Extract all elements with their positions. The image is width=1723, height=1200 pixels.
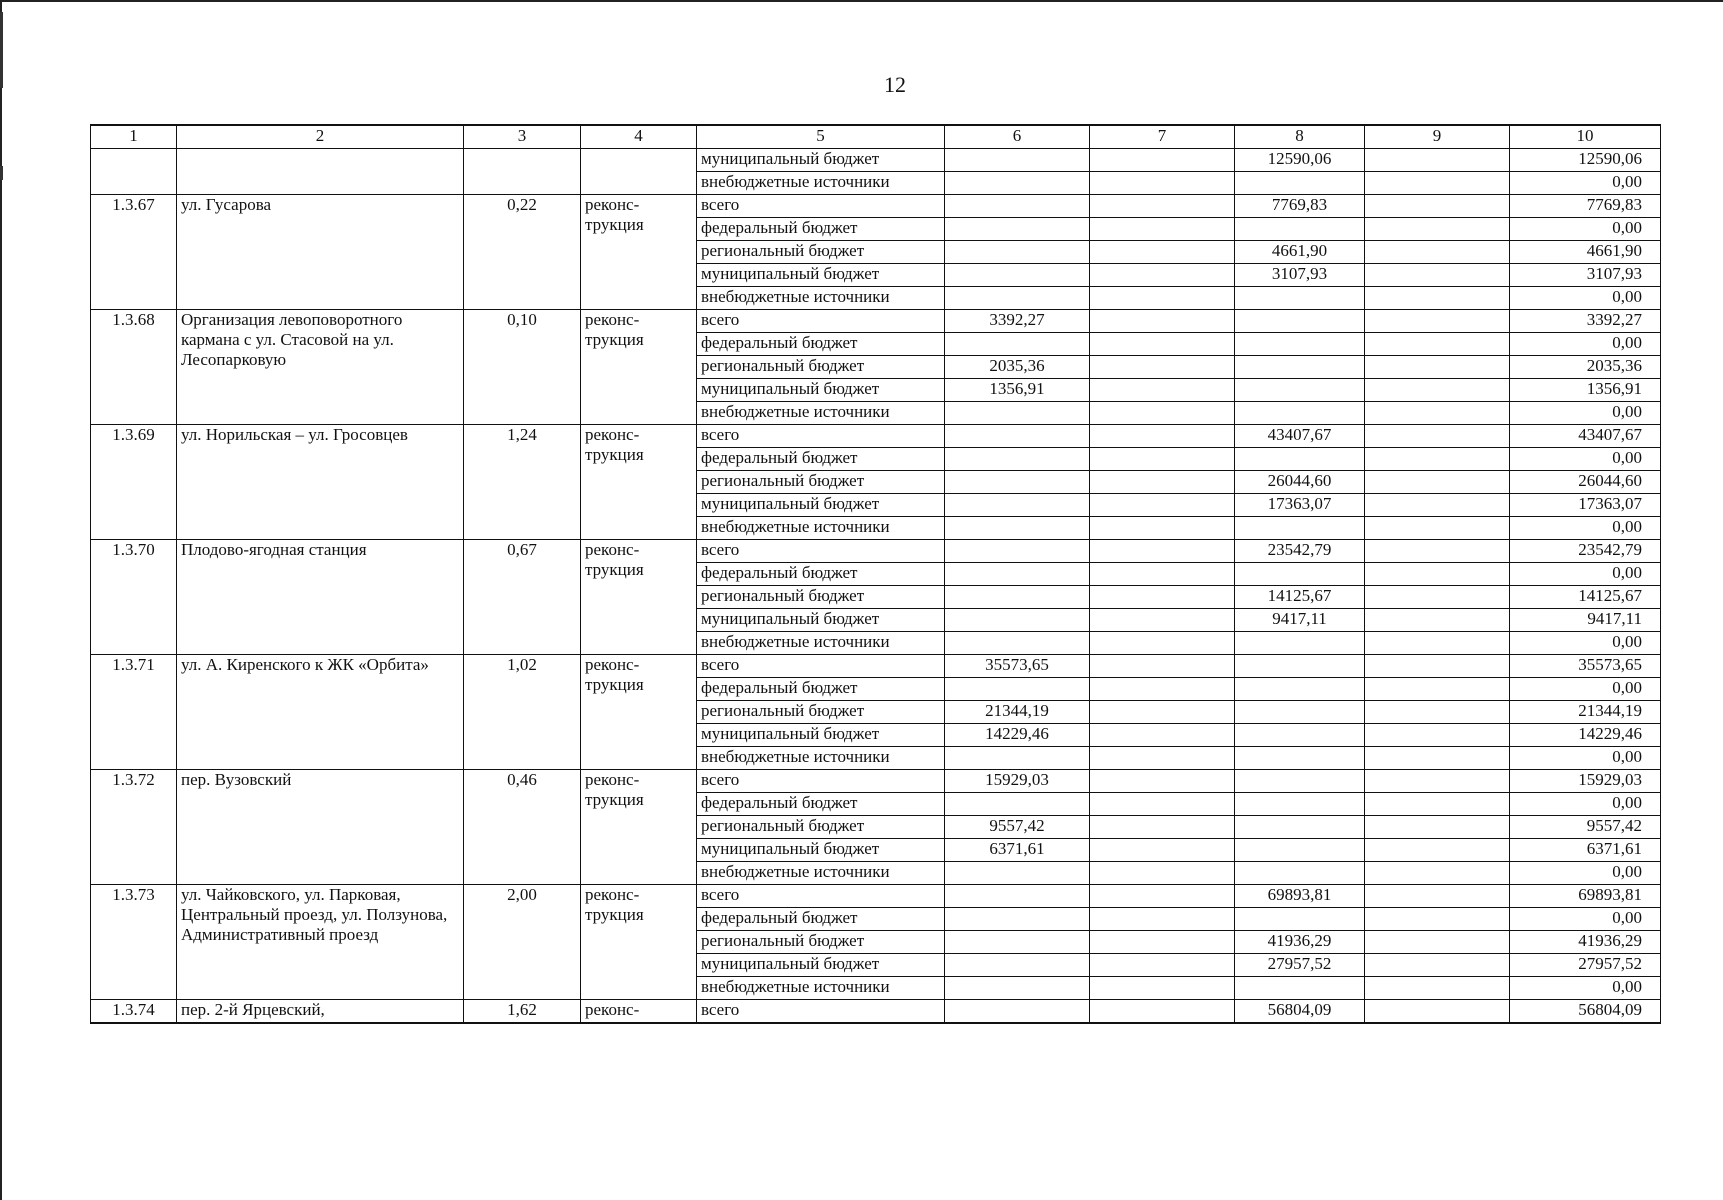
amount-col-7 bbox=[1090, 632, 1235, 655]
amount-total: 0,00 bbox=[1510, 977, 1661, 1000]
amount-col-9 bbox=[1365, 632, 1510, 655]
amount-col-9 bbox=[1365, 379, 1510, 402]
object-number: 1.3.73 bbox=[91, 885, 177, 1000]
amount-col-7 bbox=[1090, 517, 1235, 540]
amount-col-9 bbox=[1365, 264, 1510, 287]
amount-total: 3107,93 bbox=[1510, 264, 1661, 287]
budget-table bbox=[90, 124, 1661, 1024]
column-header: 2 bbox=[177, 125, 464, 149]
object-name: ул. Гусарова bbox=[177, 195, 464, 310]
amount-col-8: 12590,06 bbox=[1235, 149, 1365, 172]
amount-col-9 bbox=[1365, 678, 1510, 701]
amount-total: 0,00 bbox=[1510, 448, 1661, 471]
amount-col-7 bbox=[1090, 931, 1235, 954]
funding-source: федеральный бюджет bbox=[697, 793, 945, 816]
amount-col-7 bbox=[1090, 356, 1235, 379]
amount-total: 0,00 bbox=[1510, 563, 1661, 586]
amount-col-8: 4661,90 bbox=[1235, 241, 1365, 264]
amount-col-6: 3392,27 bbox=[945, 310, 1090, 333]
amount-col-7 bbox=[1090, 563, 1235, 586]
amount-col-6 bbox=[945, 1000, 1090, 1024]
object-name: пер. 2-й Ярцевский, bbox=[177, 1000, 464, 1024]
funding-source: муниципальный бюджет bbox=[697, 264, 945, 287]
amount-col-7 bbox=[1090, 954, 1235, 977]
amount-col-9 bbox=[1365, 1000, 1510, 1024]
amount-col-8 bbox=[1235, 793, 1365, 816]
work-type: реконс-трукция bbox=[581, 425, 697, 540]
amount-col-9 bbox=[1365, 241, 1510, 264]
column-header: 1 bbox=[91, 125, 177, 149]
funding-source: муниципальный бюджет bbox=[697, 954, 945, 977]
amount-col-8 bbox=[1235, 862, 1365, 885]
amount-col-6 bbox=[945, 287, 1090, 310]
funding-source: федеральный бюджет bbox=[697, 678, 945, 701]
amount-col-9 bbox=[1365, 954, 1510, 977]
amount-col-9 bbox=[1365, 655, 1510, 678]
amount-total: 27957,52 bbox=[1510, 954, 1661, 977]
amount-col-8 bbox=[1235, 172, 1365, 195]
amount-col-9 bbox=[1365, 862, 1510, 885]
object-name: ул. Чайковского, ул. Парковая, Центральный проезд, ул. Ползунова, Административный проезд bbox=[177, 885, 464, 1000]
amount-col-7 bbox=[1090, 770, 1235, 793]
amount-col-8: 56804,09 bbox=[1235, 1000, 1365, 1024]
amount-col-9 bbox=[1365, 218, 1510, 241]
amount-col-7 bbox=[1090, 862, 1235, 885]
amount-col-6 bbox=[945, 747, 1090, 770]
amount-col-7 bbox=[1090, 724, 1235, 747]
object-length: 1,02 bbox=[464, 655, 581, 770]
amount-col-6: 14229,46 bbox=[945, 724, 1090, 747]
amount-col-8 bbox=[1235, 287, 1365, 310]
funding-source: внебюджетные источники bbox=[697, 402, 945, 425]
amount-col-8 bbox=[1235, 517, 1365, 540]
funding-source: муниципальный бюджет bbox=[697, 149, 945, 172]
amount-col-7 bbox=[1090, 540, 1235, 563]
amount-col-8: 7769,83 bbox=[1235, 195, 1365, 218]
object-name: ул. А. Киренского к ЖК «Орбита» bbox=[177, 655, 464, 770]
amount-col-9 bbox=[1365, 287, 1510, 310]
funding-source: внебюджетные источники bbox=[697, 632, 945, 655]
funding-source: федеральный бюджет bbox=[697, 218, 945, 241]
funding-source: всего bbox=[697, 310, 945, 333]
amount-total: 12590,06 bbox=[1510, 149, 1661, 172]
amount-total: 15929,03 bbox=[1510, 770, 1661, 793]
amount-total: 17363,07 bbox=[1510, 494, 1661, 517]
amount-total: 0,00 bbox=[1510, 678, 1661, 701]
object-length: 1,24 bbox=[464, 425, 581, 540]
amount-col-7 bbox=[1090, 425, 1235, 448]
table-row bbox=[91, 770, 1661, 793]
funding-source: региональный бюджет bbox=[697, 931, 945, 954]
amount-col-7 bbox=[1090, 218, 1235, 241]
column-header: 9 bbox=[1365, 125, 1510, 149]
amount-col-8: 23542,79 bbox=[1235, 540, 1365, 563]
amount-col-7 bbox=[1090, 448, 1235, 471]
amount-col-6 bbox=[945, 793, 1090, 816]
amount-col-6 bbox=[945, 172, 1090, 195]
amount-col-9 bbox=[1365, 425, 1510, 448]
amount-col-6 bbox=[945, 632, 1090, 655]
amount-col-7 bbox=[1090, 287, 1235, 310]
object-length: 0,10 bbox=[464, 310, 581, 425]
amount-col-6 bbox=[945, 195, 1090, 218]
amount-col-6: 21344,19 bbox=[945, 701, 1090, 724]
amount-total: 4661,90 bbox=[1510, 241, 1661, 264]
amount-total: 21344,19 bbox=[1510, 701, 1661, 724]
amount-col-8 bbox=[1235, 218, 1365, 241]
amount-col-8 bbox=[1235, 448, 1365, 471]
amount-col-7 bbox=[1090, 471, 1235, 494]
amount-col-8 bbox=[1235, 402, 1365, 425]
amount-col-9 bbox=[1365, 517, 1510, 540]
amount-col-8: 41936,29 bbox=[1235, 931, 1365, 954]
amount-col-9 bbox=[1365, 195, 1510, 218]
amount-col-9 bbox=[1365, 310, 1510, 333]
amount-col-7 bbox=[1090, 195, 1235, 218]
amount-col-9 bbox=[1365, 931, 1510, 954]
funding-source: федеральный бюджет bbox=[697, 563, 945, 586]
amount-col-7 bbox=[1090, 310, 1235, 333]
amount-col-7 bbox=[1090, 885, 1235, 908]
scan-mark-bottom bbox=[0, 166, 3, 180]
amount-total: 0,00 bbox=[1510, 287, 1661, 310]
amount-col-7 bbox=[1090, 908, 1235, 931]
object-number: 1.3.74 bbox=[91, 1000, 177, 1024]
funding-source: всего bbox=[697, 770, 945, 793]
amount-col-9 bbox=[1365, 471, 1510, 494]
amount-total: 0,00 bbox=[1510, 333, 1661, 356]
funding-source: муниципальный бюджет bbox=[697, 379, 945, 402]
amount-col-8: 14125,67 bbox=[1235, 586, 1365, 609]
amount-col-8 bbox=[1235, 310, 1365, 333]
funding-source: всего bbox=[697, 540, 945, 563]
object-number: 1.3.67 bbox=[91, 195, 177, 310]
amount-col-7 bbox=[1090, 494, 1235, 517]
amount-col-9 bbox=[1365, 977, 1510, 1000]
amount-col-9 bbox=[1365, 563, 1510, 586]
object-length: 0,22 bbox=[464, 195, 581, 310]
column-header: 7 bbox=[1090, 125, 1235, 149]
column-header: 4 bbox=[581, 125, 697, 149]
amount-col-9 bbox=[1365, 494, 1510, 517]
amount-col-7 bbox=[1090, 747, 1235, 770]
object-number: 1.3.70 bbox=[91, 540, 177, 655]
amount-col-7 bbox=[1090, 379, 1235, 402]
funding-source: всего bbox=[697, 655, 945, 678]
amount-col-7 bbox=[1090, 609, 1235, 632]
amount-total: 35573,65 bbox=[1510, 655, 1661, 678]
amount-col-6 bbox=[945, 149, 1090, 172]
amount-total: 69893,81 bbox=[1510, 885, 1661, 908]
work-type: реконс-трукция bbox=[581, 540, 697, 655]
amount-col-6 bbox=[945, 563, 1090, 586]
amount-col-6 bbox=[945, 218, 1090, 241]
amount-col-8: 26044,60 bbox=[1235, 471, 1365, 494]
work-type: реконс-трукция bbox=[581, 195, 697, 310]
amount-col-6 bbox=[945, 862, 1090, 885]
object-name: ул. Норильская – ул. Гросовцев bbox=[177, 425, 464, 540]
amount-col-6 bbox=[945, 977, 1090, 1000]
amount-total: 2035,36 bbox=[1510, 356, 1661, 379]
amount-total: 3392,27 bbox=[1510, 310, 1661, 333]
amount-col-8 bbox=[1235, 816, 1365, 839]
amount-col-6 bbox=[945, 609, 1090, 632]
object-name: Организация левоповоротного кармана с ул. Стасовой на ул. Лесопарковую bbox=[177, 310, 464, 425]
amount-col-6 bbox=[945, 908, 1090, 931]
amount-col-7 bbox=[1090, 655, 1235, 678]
amount-total: 56804,09 bbox=[1510, 1000, 1661, 1024]
amount-col-6 bbox=[945, 333, 1090, 356]
amount-total: 14125,67 bbox=[1510, 586, 1661, 609]
object-length: 2,00 bbox=[464, 885, 581, 1000]
object-number: 1.3.69 bbox=[91, 425, 177, 540]
funding-source: региональный бюджет bbox=[697, 356, 945, 379]
funding-source: внебюджетные источники bbox=[697, 862, 945, 885]
amount-total: 9557,42 bbox=[1510, 816, 1661, 839]
amount-total: 9417,11 bbox=[1510, 609, 1661, 632]
amount-total: 0,00 bbox=[1510, 172, 1661, 195]
amount-col-7 bbox=[1090, 241, 1235, 264]
funding-source: всего bbox=[697, 885, 945, 908]
amount-col-6: 35573,65 bbox=[945, 655, 1090, 678]
funding-source: внебюджетные источники bbox=[697, 172, 945, 195]
table-header bbox=[91, 125, 1661, 149]
funding-source: федеральный бюджет bbox=[697, 908, 945, 931]
amount-col-6 bbox=[945, 954, 1090, 977]
amount-total: 0,00 bbox=[1510, 747, 1661, 770]
amount-col-6 bbox=[945, 678, 1090, 701]
amount-col-8: 27957,52 bbox=[1235, 954, 1365, 977]
amount-col-6 bbox=[945, 885, 1090, 908]
amount-col-8: 69893,81 bbox=[1235, 885, 1365, 908]
work-type: реконс- bbox=[581, 1000, 697, 1024]
amount-total: 0,00 bbox=[1510, 793, 1661, 816]
amount-col-9 bbox=[1365, 172, 1510, 195]
amount-col-7 bbox=[1090, 333, 1235, 356]
object-number: 1.3.68 bbox=[91, 310, 177, 425]
amount-col-8 bbox=[1235, 747, 1365, 770]
amount-col-8 bbox=[1235, 563, 1365, 586]
amount-col-8 bbox=[1235, 701, 1365, 724]
funding-source: федеральный бюджет bbox=[697, 448, 945, 471]
amount-total: 14229,46 bbox=[1510, 724, 1661, 747]
table-row bbox=[91, 195, 1661, 218]
funding-source: региональный бюджет bbox=[697, 586, 945, 609]
object-name bbox=[177, 149, 464, 195]
table-row bbox=[91, 885, 1661, 908]
object-length: 0,67 bbox=[464, 540, 581, 655]
funding-source: внебюджетные источники bbox=[697, 977, 945, 1000]
amount-col-7 bbox=[1090, 793, 1235, 816]
amount-total: 7769,83 bbox=[1510, 195, 1661, 218]
funding-source: всего bbox=[697, 425, 945, 448]
amount-col-9 bbox=[1365, 770, 1510, 793]
amount-col-9 bbox=[1365, 885, 1510, 908]
amount-col-7 bbox=[1090, 701, 1235, 724]
funding-source: внебюджетные источники bbox=[697, 287, 945, 310]
funding-source: внебюджетные источники bbox=[697, 517, 945, 540]
amount-col-8: 17363,07 bbox=[1235, 494, 1365, 517]
amount-col-6 bbox=[945, 586, 1090, 609]
table-row bbox=[91, 1000, 1661, 1024]
work-type: реконс-трукция bbox=[581, 885, 697, 1000]
amount-col-6 bbox=[945, 471, 1090, 494]
amount-total: 0,00 bbox=[1510, 402, 1661, 425]
amount-col-7 bbox=[1090, 977, 1235, 1000]
work-type: реконс-трукция bbox=[581, 655, 697, 770]
amount-col-6: 1356,91 bbox=[945, 379, 1090, 402]
column-header: 5 bbox=[697, 125, 945, 149]
amount-col-9 bbox=[1365, 402, 1510, 425]
work-type: реконс-трукция bbox=[581, 310, 697, 425]
amount-col-7 bbox=[1090, 586, 1235, 609]
amount-col-9 bbox=[1365, 448, 1510, 471]
amount-total: 23542,79 bbox=[1510, 540, 1661, 563]
amount-col-6 bbox=[945, 540, 1090, 563]
amount-col-9 bbox=[1365, 333, 1510, 356]
amount-col-8 bbox=[1235, 655, 1365, 678]
funding-source: внебюджетные источники bbox=[697, 747, 945, 770]
amount-col-8 bbox=[1235, 724, 1365, 747]
amount-col-7 bbox=[1090, 816, 1235, 839]
amount-col-6 bbox=[945, 402, 1090, 425]
amount-total: 6371,61 bbox=[1510, 839, 1661, 862]
amount-col-8 bbox=[1235, 908, 1365, 931]
object-length: 0,46 bbox=[464, 770, 581, 885]
amount-col-9 bbox=[1365, 701, 1510, 724]
object-number: 1.3.72 bbox=[91, 770, 177, 885]
amount-col-6: 9557,42 bbox=[945, 816, 1090, 839]
work-type: реконс-трукция bbox=[581, 770, 697, 885]
amount-col-7 bbox=[1090, 678, 1235, 701]
funding-source: муниципальный бюджет bbox=[697, 839, 945, 862]
amount-col-8 bbox=[1235, 770, 1365, 793]
table-row bbox=[91, 655, 1661, 678]
amount-col-7 bbox=[1090, 264, 1235, 287]
column-header: 3 bbox=[464, 125, 581, 149]
amount-total: 0,00 bbox=[1510, 218, 1661, 241]
amount-total: 1356,91 bbox=[1510, 379, 1661, 402]
amount-col-6 bbox=[945, 517, 1090, 540]
amount-col-9 bbox=[1365, 724, 1510, 747]
amount-total: 41936,29 bbox=[1510, 931, 1661, 954]
amount-col-8 bbox=[1235, 356, 1365, 379]
amount-col-9 bbox=[1365, 356, 1510, 379]
object-length bbox=[464, 149, 581, 195]
amount-col-6: 2035,36 bbox=[945, 356, 1090, 379]
amount-col-9 bbox=[1365, 609, 1510, 632]
amount-col-8 bbox=[1235, 678, 1365, 701]
funding-source: всего bbox=[697, 1000, 945, 1024]
table-row bbox=[91, 540, 1661, 563]
amount-col-7 bbox=[1090, 172, 1235, 195]
column-header: 8 bbox=[1235, 125, 1365, 149]
object-name: пер. Вузовский bbox=[177, 770, 464, 885]
amount-col-7 bbox=[1090, 402, 1235, 425]
work-type bbox=[581, 149, 697, 195]
amount-total: 0,00 bbox=[1510, 517, 1661, 540]
amount-col-7 bbox=[1090, 149, 1235, 172]
funding-source: всего bbox=[697, 195, 945, 218]
amount-col-6 bbox=[945, 241, 1090, 264]
amount-total: 26044,60 bbox=[1510, 471, 1661, 494]
object-length: 1,62 bbox=[464, 1000, 581, 1024]
amount-total: 43407,67 bbox=[1510, 425, 1661, 448]
amount-col-8: 43407,67 bbox=[1235, 425, 1365, 448]
amount-col-9 bbox=[1365, 586, 1510, 609]
object-number bbox=[91, 149, 177, 195]
column-header: 10 bbox=[1510, 125, 1661, 149]
amount-col-9 bbox=[1365, 540, 1510, 563]
amount-total: 0,00 bbox=[1510, 862, 1661, 885]
amount-col-9 bbox=[1365, 149, 1510, 172]
amount-col-8 bbox=[1235, 379, 1365, 402]
amount-col-6: 15929,03 bbox=[945, 770, 1090, 793]
funding-source: региональный бюджет bbox=[697, 471, 945, 494]
amount-col-6: 6371,61 bbox=[945, 839, 1090, 862]
funding-source: муниципальный бюджет bbox=[697, 609, 945, 632]
amount-total: 0,00 bbox=[1510, 908, 1661, 931]
funding-source: муниципальный бюджет bbox=[697, 494, 945, 517]
page-number: 12 bbox=[884, 72, 906, 97]
table-body bbox=[91, 149, 1661, 1024]
amount-col-7 bbox=[1090, 839, 1235, 862]
amount-col-7 bbox=[1090, 1000, 1235, 1024]
amount-col-9 bbox=[1365, 747, 1510, 770]
amount-col-9 bbox=[1365, 839, 1510, 862]
column-number-row bbox=[91, 125, 1661, 149]
table-row bbox=[91, 310, 1661, 333]
funding-source: федеральный бюджет bbox=[697, 333, 945, 356]
amount-col-6 bbox=[945, 264, 1090, 287]
amount-total: 0,00 bbox=[1510, 632, 1661, 655]
amount-col-6 bbox=[945, 494, 1090, 517]
amount-col-8 bbox=[1235, 333, 1365, 356]
amount-col-9 bbox=[1365, 793, 1510, 816]
amount-col-8 bbox=[1235, 977, 1365, 1000]
amount-col-8 bbox=[1235, 839, 1365, 862]
amount-col-8: 9417,11 bbox=[1235, 609, 1365, 632]
table-row bbox=[91, 149, 1661, 172]
amount-col-9 bbox=[1365, 908, 1510, 931]
object-name: Плодово-ягодная станция bbox=[177, 540, 464, 655]
object-number: 1.3.71 bbox=[91, 655, 177, 770]
amount-col-6 bbox=[945, 931, 1090, 954]
funding-source: региональный бюджет bbox=[697, 241, 945, 264]
funding-source: региональный бюджет bbox=[697, 701, 945, 724]
amount-col-8 bbox=[1235, 632, 1365, 655]
column-header: 6 bbox=[945, 125, 1090, 149]
funding-source: муниципальный бюджет bbox=[697, 724, 945, 747]
amount-col-6 bbox=[945, 448, 1090, 471]
amount-col-6 bbox=[945, 425, 1090, 448]
funding-source: региональный бюджет bbox=[697, 816, 945, 839]
amount-col-8: 3107,93 bbox=[1235, 264, 1365, 287]
table-row bbox=[91, 425, 1661, 448]
amount-col-9 bbox=[1365, 816, 1510, 839]
